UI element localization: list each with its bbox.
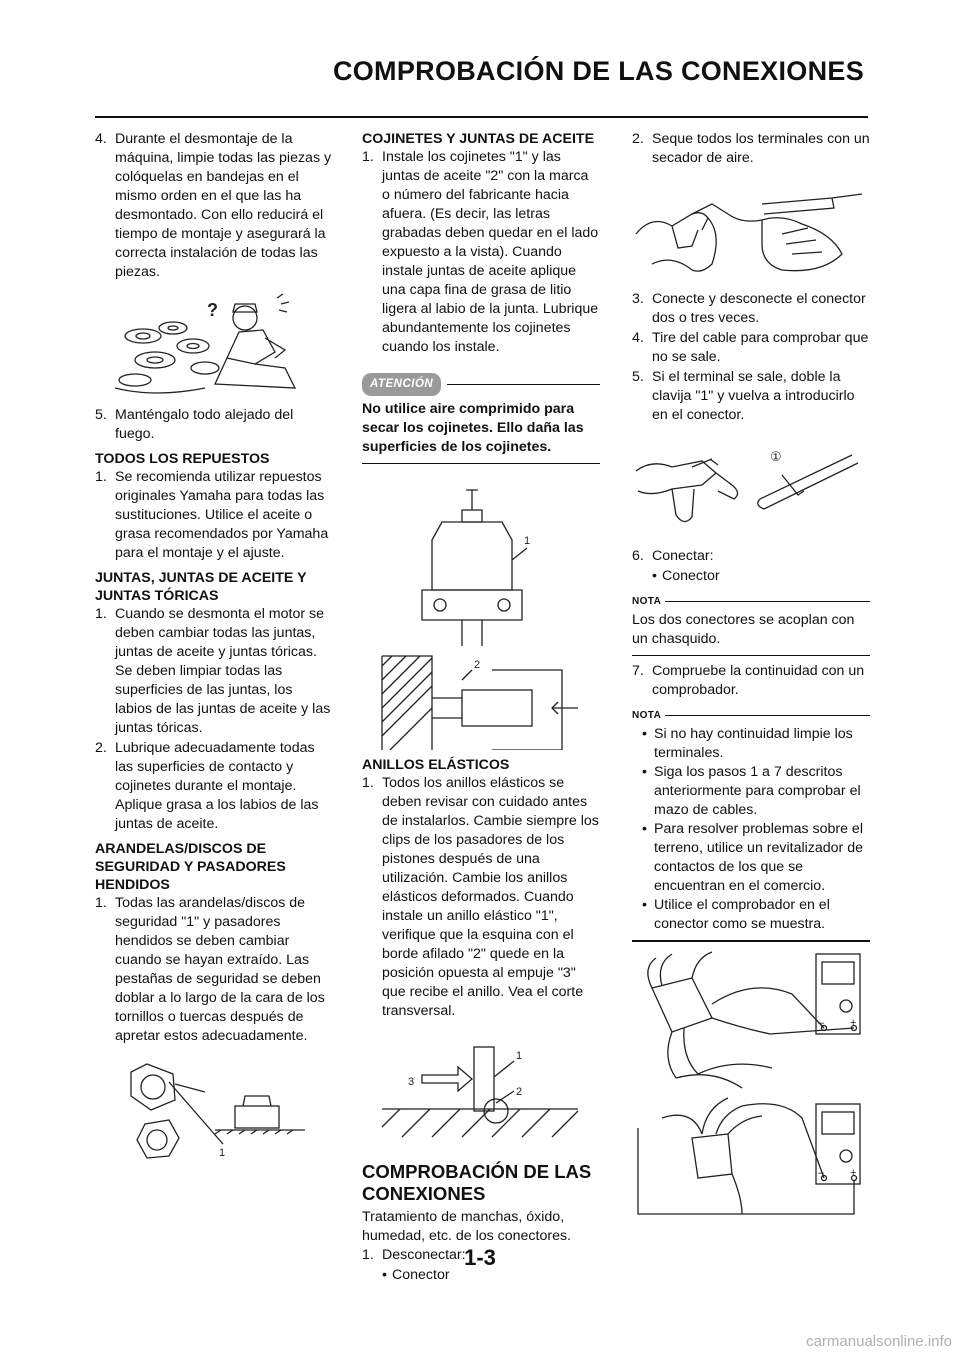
meter-plus-label: + (850, 1017, 857, 1029)
callout-2: 2 (474, 659, 481, 671)
lock-washer-diagram (95, 1052, 333, 1162)
cojinetes-step-1: 1. Instale los cojinetes "1" y las juntas de aceite "2" con la marca o número del fabricante hacia afuera. (Es decir, las letras grabadas deben quedar en el lado expuesto a la vista). Cuando instale juntas de aceite aplique una capa fina de grasa de litio ligera al labio de la junta. Lubrique abundantemente los cojinetes cuando los instale. (362, 149, 599, 355)
step-4: 4. Tire del cable para comprobar que no se sale. (632, 330, 869, 365)
step-5: 5. Si el terminal se sale, doble la clavija "1" y vuelva a introducirlo en el conector. (632, 369, 855, 423)
step-number: 4. (95, 131, 107, 147)
section-intro: Tratamiento de manchas, óxido, humedad, etc. de los conectores. (362, 1209, 571, 1244)
column-middle (362, 130, 600, 1285)
juntas-step-1: 1. Cuando se desmonta el motor se deben cambiar todas las juntas, juntas de aceite y juntas tóricas. Se deben limpiar todas las superficies de las juntas, los labios de las juntas de aceite y las juntas tóricas. (95, 606, 331, 736)
step-7: 7. Compruebe la continuidad con un comprobador. (632, 663, 865, 698)
continuity-test-diagram (632, 948, 870, 1218)
page-title: COMPROBACIÓN DE LAS CONEXIONES (332, 56, 864, 86)
column-left (95, 130, 333, 1168)
heading-anillos: ANILLOS ELÁSTICOS (362, 757, 510, 773)
question-mark-label: ? (207, 300, 218, 320)
heading-arandelas: ARANDELAS/DISCOS DE SEGURIDAD Y PASADORES HENDIDOS (95, 841, 286, 893)
nota-1-text: Los dos conectores se acoplan con un chasquido. (632, 611, 870, 656)
juntas-step-2: 2. Lubrique adecuadamente todas las superficies de contacto y cojinetes durante el montaje. Aplique grasa a los labios de las juntas de aceite. (95, 740, 319, 832)
nota-2-bullet-4: • Utilice el comprobador en el conector como se muestra. (632, 896, 870, 934)
terminal-pin-illustration (632, 431, 870, 541)
callout-1: 1 (524, 535, 531, 547)
nota-2-bullet-3: • Para resolver problemas sobre el terreno, utilice un revitalizador de contactos de los que se encuentran en el comercio. (632, 820, 870, 896)
callout-2: 2 (516, 1086, 523, 1098)
callout-1: 1 (516, 1050, 523, 1062)
callout-3: 3 (408, 1076, 415, 1088)
nota-2-body (632, 725, 870, 942)
repuestos-step-1: 1. Se recomienda utilizar repuestos originales Yamaha para todas las sustituciones. Utilice el aceite o grasa recomendados por Yamaha para el montaje y el ajuste. (95, 469, 329, 561)
nota-2-bullet-1: • Si no hay continuidad limpie los terminales. (632, 725, 870, 763)
bearing-diagram (362, 470, 600, 750)
meter-minus-label: – (818, 1017, 825, 1029)
step-3: 3. Conecte y desconecte el conector dos o tres veces. (632, 291, 866, 326)
step-text: Durante el desmontaje de la máquina, limpie todas las piezas y colóquelas en bandejas en el mismo orden en el que las ha desmontado. Con ello reducirá el tiempo de montaje y asegurará la correcta instalación de todas las piezas. (115, 131, 332, 280)
circlip-diagram (362, 1027, 600, 1147)
connect-bullet: • Conector (632, 567, 870, 586)
callout-1: ① (770, 450, 782, 465)
atencion-header (362, 373, 600, 396)
disconnect-bullet: • Conector (362, 1266, 600, 1285)
step-4 (95, 130, 333, 282)
meter-minus-label: – (818, 1167, 825, 1179)
heading-repuestos: TODOS LOS REPUESTOS (95, 451, 270, 467)
disconnect-step-1: 1. Desconectar: (362, 1247, 466, 1263)
column-right (632, 130, 870, 1224)
arandelas-step-1: 1. Todas las arandelas/discos de seguridad "1" y pasadores hendidos se deben cambiar cuando se hayan extraído. Las pestañas de seguridad se deben doblar a lo largo de la cara de los tornillos o tuercas después de apretar estos adecuadamente. (95, 895, 325, 1044)
step-6: 6. Conectar: (632, 548, 714, 564)
step-5: 5. Manténgalo todo alejado del fuego. (95, 407, 294, 442)
mechanic-illustration (95, 288, 333, 400)
page-number: 1-3 (464, 1245, 496, 1270)
meter-plus-label: + (850, 1167, 857, 1179)
atencion-badge: ATENCIÓN (362, 373, 441, 396)
nota-2-bullet-2: • Siga los pasos 1 a 7 descritos anteriormente para comprobar el mazo de cables. (632, 763, 870, 820)
heading-cojinetes: COJINETES Y JUNTAS DE ACEITE (362, 131, 595, 147)
anillos-step-1: 1. Todos los anillos elásticos se deben revisar con cuidado antes de instalarlos. Cambie siempre los clips de los pasadores de los pistones después de una utilización. Cambie los anillos elásticos deformados. Cuando instale un anillo elástico "1", verifique que la esquina con el borde afilado "2" quede en la posición opuesta al empuje "3" que recibe el anillo. Vea el corte transversal. (362, 775, 599, 1019)
watermark: carmanualsonline.info (806, 1333, 952, 1350)
drying-terminals-illustration (632, 174, 870, 284)
warning-text: No utilice aire comprimido para secar los cojinetes. Ello daña las superficies de los cojinetes. (362, 400, 600, 464)
section-title: COMPROBACIÓN DE LAS CONEXIONES (362, 1161, 592, 1204)
nota-header-2: NOTA (632, 706, 870, 725)
nota-header-1: NOTA (632, 592, 870, 611)
callout-1: 1 (219, 1147, 226, 1159)
step-2: 2. Seque todos los terminales con un secador de aire. (632, 131, 870, 166)
header-rule (95, 116, 868, 118)
heading-juntas: JUNTAS, JUNTAS DE ACEITE Y JUNTAS TÓRICAS (95, 570, 307, 604)
